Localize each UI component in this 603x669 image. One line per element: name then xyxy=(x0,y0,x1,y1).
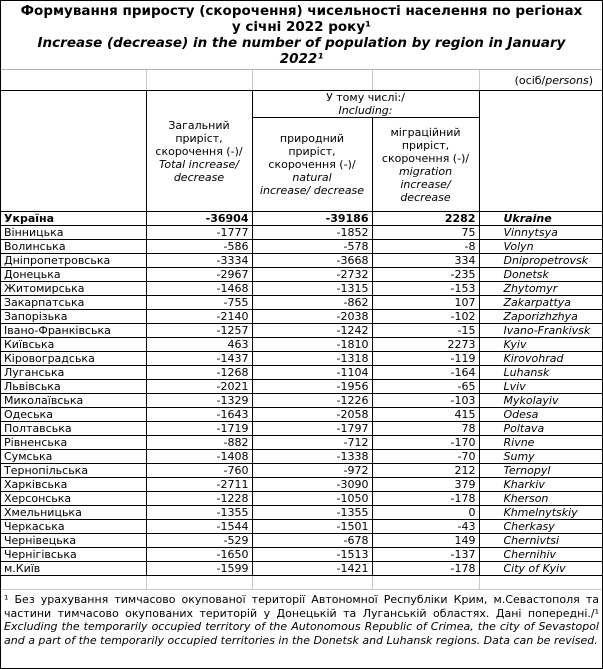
region-name-en: City of Kyiv xyxy=(479,562,602,576)
migration-value: 107 xyxy=(372,296,479,310)
region-name-en: Sumy xyxy=(479,450,602,464)
total-value: -2140 xyxy=(146,310,252,324)
migration-value: -235 xyxy=(372,268,479,282)
region-name-en: Kyiv xyxy=(479,338,602,352)
table-row xyxy=(1,212,602,226)
total-value: -1268 xyxy=(146,366,252,380)
region-name-en: Donetsk xyxy=(479,268,602,282)
header-total: Загальний приріст, скорочення (-)/ Total increase/ decrease xyxy=(146,91,252,212)
migration-value: -103 xyxy=(372,394,479,408)
table-row xyxy=(1,520,602,534)
footnote xyxy=(1,590,602,647)
table-row xyxy=(1,548,602,562)
migration-value: -70 xyxy=(372,450,479,464)
region-name-ua: Чернівецька xyxy=(1,534,146,548)
table-row xyxy=(1,408,602,422)
spacer-row xyxy=(1,576,602,590)
footnote-english: Excluding the temporarily occupied territory of the Autonomous Republic of Crimea, the city of Sevastopol and a part of the temporarily occupied territories in the Donetsk and Luhansk regions. Data can be revised. xyxy=(4,620,599,647)
total-value: -1228 xyxy=(146,492,252,506)
unit-label: (осіб/persons) xyxy=(514,74,593,87)
natural-value: -678 xyxy=(252,534,372,548)
header-region-en xyxy=(479,91,602,212)
region-name-ua: Донецька xyxy=(1,268,146,282)
migration-value: 149 xyxy=(372,534,479,548)
natural-value: -578 xyxy=(252,240,372,254)
region-name-en: Zaporizhzhya xyxy=(479,310,602,324)
region-name-ua: Луганська xyxy=(1,366,146,380)
region-name-ua: Сумська xyxy=(1,450,146,464)
header-natural: природний приріст, скорочення (-)/ natural increase/ decrease xyxy=(252,118,372,212)
total-value: -2967 xyxy=(146,268,252,282)
natural-value: -1104 xyxy=(252,366,372,380)
total-value: -2711 xyxy=(146,478,252,492)
table-row xyxy=(1,394,602,408)
region-name-ua: Дніпропетровська xyxy=(1,254,146,268)
total-value: -36904 xyxy=(146,212,252,226)
natural-value: -1242 xyxy=(252,324,372,338)
table-row xyxy=(1,254,602,268)
table-row xyxy=(1,310,602,324)
region-name-ua: Волинська xyxy=(1,240,146,254)
region-name-en: Mykolayiv xyxy=(479,394,602,408)
table-row xyxy=(1,366,602,380)
total-value: -755 xyxy=(146,296,252,310)
natural-value: -1501 xyxy=(252,520,372,534)
region-name-en: Ukraine xyxy=(479,212,602,226)
region-name-en: Lviv xyxy=(479,380,602,394)
total-value: -882 xyxy=(146,436,252,450)
total-value: -1599 xyxy=(146,562,252,576)
region-name-ua: Запорізька xyxy=(1,310,146,324)
natural-value: -1810 xyxy=(252,338,372,352)
total-value: -1408 xyxy=(146,450,252,464)
total-value: -1719 xyxy=(146,422,252,436)
population-table xyxy=(1,90,602,590)
total-value: -1329 xyxy=(146,394,252,408)
migration-value: 0 xyxy=(372,506,479,520)
gridline xyxy=(252,70,253,90)
region-name-en: Chernivtsi xyxy=(479,534,602,548)
table-row xyxy=(1,436,602,450)
unit-row xyxy=(1,70,602,90)
migration-value: -164 xyxy=(372,366,479,380)
total-value: -586 xyxy=(146,240,252,254)
migration-value: -119 xyxy=(372,352,479,366)
region-name-ua: Харківська xyxy=(1,478,146,492)
migration-value: -178 xyxy=(372,562,479,576)
migration-value: 379 xyxy=(372,478,479,492)
table-row xyxy=(1,240,602,254)
region-name-ua: Миколаївська xyxy=(1,394,146,408)
title-english: Increase (decrease) in the number of population by region in January 2022¹ xyxy=(37,35,566,67)
title-ukrainian: Формування приросту (скорочення) чисельності населення по регіонах у січні 2022 року¹ xyxy=(20,3,583,35)
region-name-ua: Черкаська xyxy=(1,520,146,534)
table-row xyxy=(1,226,602,240)
migration-value: -178 xyxy=(372,492,479,506)
region-name-en: Ivano-Frankivsk xyxy=(479,324,602,338)
natural-value: -39186 xyxy=(252,212,372,226)
natural-value: -1318 xyxy=(252,352,372,366)
migration-value: -137 xyxy=(372,548,479,562)
region-name-en: Cherkasy xyxy=(479,520,602,534)
table-row xyxy=(1,282,602,296)
natural-value: -1050 xyxy=(252,492,372,506)
region-name-ua: Україна xyxy=(1,212,146,226)
natural-value: -2038 xyxy=(252,310,372,324)
table-row xyxy=(1,492,602,506)
natural-value: -972 xyxy=(252,464,372,478)
migration-value: -65 xyxy=(372,380,479,394)
region-name-en: Dnipropetrovsk xyxy=(479,254,602,268)
region-name-ua: Одеська xyxy=(1,408,146,422)
natural-value: -1315 xyxy=(252,282,372,296)
natural-value: -1226 xyxy=(252,394,372,408)
region-name-en: Volyn xyxy=(479,240,602,254)
region-name-ua: Житомирська xyxy=(1,282,146,296)
migration-value: 2282 xyxy=(372,212,479,226)
header-region-ua xyxy=(1,91,146,212)
region-name-ua: Хмельницька xyxy=(1,506,146,520)
natural-value: -1355 xyxy=(252,506,372,520)
table-row xyxy=(1,562,602,576)
table-row xyxy=(1,422,602,436)
natural-value: -3668 xyxy=(252,254,372,268)
region-name-en: Ternopyl xyxy=(479,464,602,478)
total-value: 463 xyxy=(146,338,252,352)
total-value: -1468 xyxy=(146,282,252,296)
region-name-ua: Кіровоградська xyxy=(1,352,146,366)
table-row xyxy=(1,464,602,478)
natural-value: -1956 xyxy=(252,380,372,394)
region-name-ua: Рівненська xyxy=(1,436,146,450)
region-name-en: Zakarpattya xyxy=(479,296,602,310)
table-row xyxy=(1,296,602,310)
total-value: -1643 xyxy=(146,408,252,422)
region-name-ua: Закарпатська xyxy=(1,296,146,310)
table-row xyxy=(1,478,602,492)
migration-value: -102 xyxy=(372,310,479,324)
region-name-en: Rivne xyxy=(479,436,602,450)
table-row xyxy=(1,534,602,548)
region-name-en: Kharkiv xyxy=(479,478,602,492)
total-value: -3334 xyxy=(146,254,252,268)
region-name-en: Poltava xyxy=(479,422,602,436)
natural-value: -1338 xyxy=(252,450,372,464)
region-name-en: Vinnytsya xyxy=(479,226,602,240)
region-name-ua: Вінницька xyxy=(1,226,146,240)
table-row xyxy=(1,450,602,464)
region-name-en: Kirovohrad xyxy=(479,352,602,366)
natural-value: -1513 xyxy=(252,548,372,562)
total-value: -1777 xyxy=(146,226,252,240)
region-name-en: Kherson xyxy=(479,492,602,506)
total-value: -1355 xyxy=(146,506,252,520)
header-migration: міграційний приріст, скорочення (-)/ migration increase/ decrease xyxy=(372,118,479,212)
region-name-en: Khmelnytskiy xyxy=(479,506,602,520)
natural-value: -1852 xyxy=(252,226,372,240)
title-block xyxy=(1,1,602,70)
migration-value: 212 xyxy=(372,464,479,478)
table-row xyxy=(1,268,602,282)
migration-value: -15 xyxy=(372,324,479,338)
migration-value: -153 xyxy=(372,282,479,296)
total-value: -1257 xyxy=(146,324,252,338)
migration-value: -43 xyxy=(372,520,479,534)
migration-value: -8 xyxy=(372,240,479,254)
migration-value: 2273 xyxy=(372,338,479,352)
migration-value: 334 xyxy=(372,254,479,268)
region-name-ua: Львівська xyxy=(1,380,146,394)
total-value: -1650 xyxy=(146,548,252,562)
footnote-ukrainian: ¹ Без урахування тимчасово окупованої території Автономної Республіки Крим, м.Севастополя та частини тимчасово окупованих територій у Донецькій та Луганській областях. Дані попередні./¹ xyxy=(4,593,599,620)
gridline xyxy=(372,70,373,90)
total-value: -1544 xyxy=(146,520,252,534)
migration-value: 75 xyxy=(372,226,479,240)
migration-value: -170 xyxy=(372,436,479,450)
region-name-ua: Чернігівська xyxy=(1,548,146,562)
region-name-ua: Київська xyxy=(1,338,146,352)
total-value: -1437 xyxy=(146,352,252,366)
table-row xyxy=(1,380,602,394)
total-value: -2021 xyxy=(146,380,252,394)
region-name-en: Odesa xyxy=(479,408,602,422)
table-row xyxy=(1,352,602,366)
region-name-ua: Херсонська xyxy=(1,492,146,506)
table-row xyxy=(1,338,602,352)
natural-value: -2058 xyxy=(252,408,372,422)
header-including: У тому числі:/ Including: xyxy=(252,91,479,118)
migration-value: 78 xyxy=(372,422,479,436)
natural-value: -2732 xyxy=(252,268,372,282)
total-value: -760 xyxy=(146,464,252,478)
total-value: -529 xyxy=(146,534,252,548)
natural-value: -862 xyxy=(252,296,372,310)
region-name-ua: Полтавська xyxy=(1,422,146,436)
gridline xyxy=(479,70,480,90)
gridline xyxy=(146,70,147,90)
natural-value: -3090 xyxy=(252,478,372,492)
region-name-en: Chernihiv xyxy=(479,548,602,562)
region-name-ua: Тернопільська xyxy=(1,464,146,478)
table-row xyxy=(1,506,602,520)
migration-value: 415 xyxy=(372,408,479,422)
natural-value: -1797 xyxy=(252,422,372,436)
table-row xyxy=(1,324,602,338)
region-name-en: Luhansk xyxy=(479,366,602,380)
region-name-en: Zhytomyr xyxy=(479,282,602,296)
natural-value: -1421 xyxy=(252,562,372,576)
region-name-ua: м.Київ xyxy=(1,562,146,576)
natural-value: -712 xyxy=(252,436,372,450)
region-name-ua: Івано-Франківська xyxy=(1,324,146,338)
